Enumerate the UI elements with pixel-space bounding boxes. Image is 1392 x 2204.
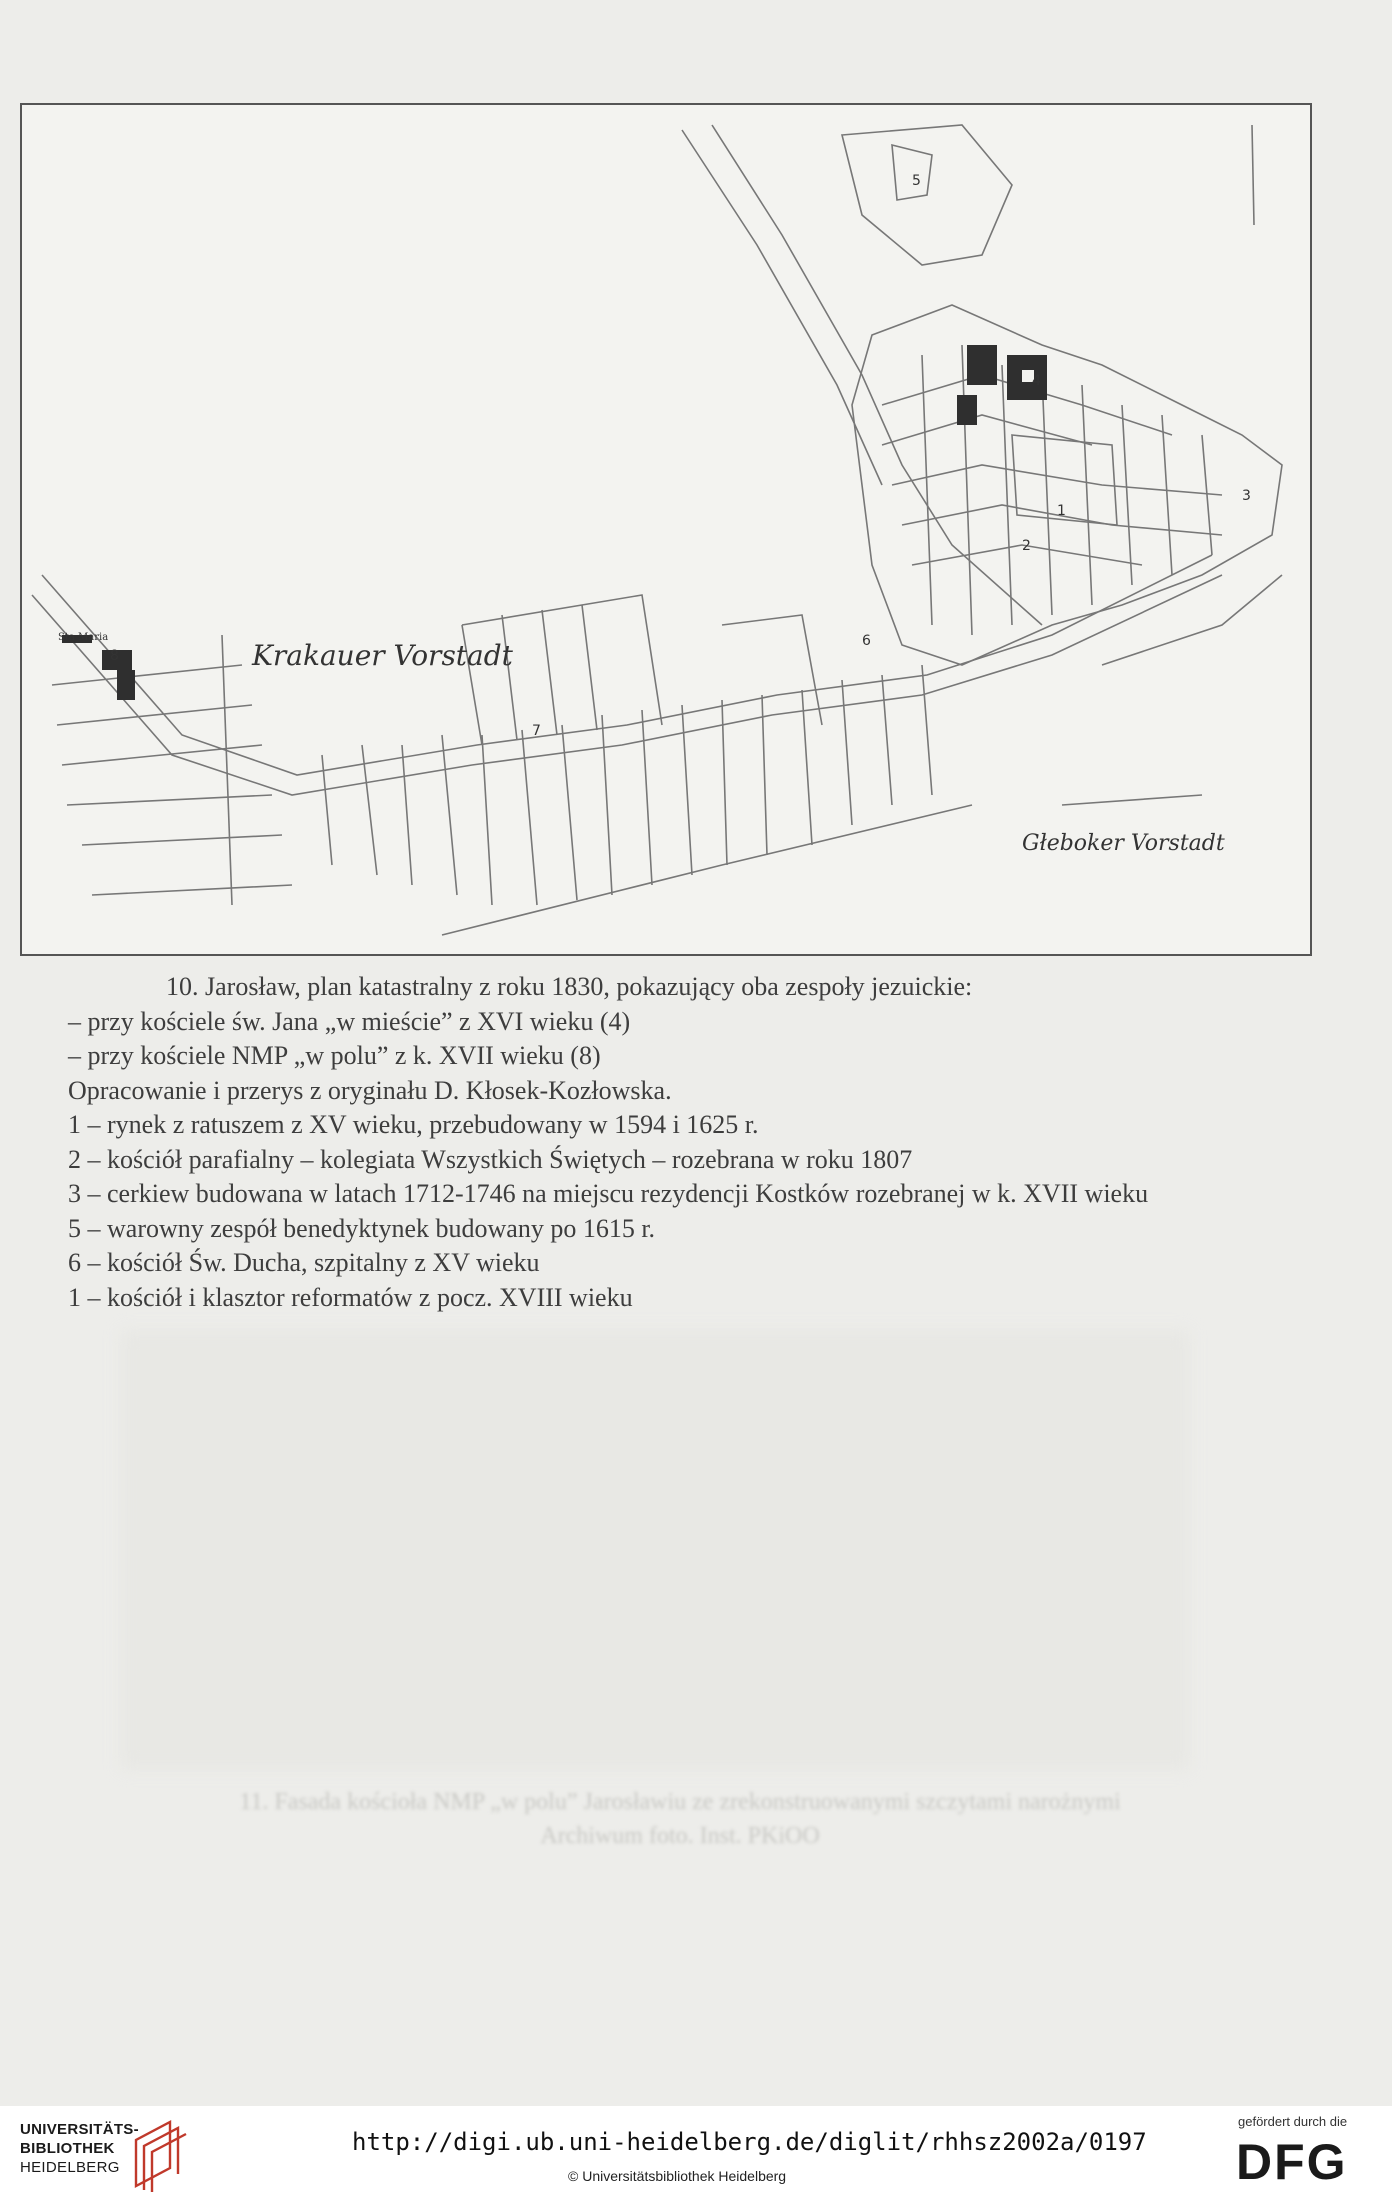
- library-name-line-2: BIBLIOTHEK: [20, 2140, 115, 2157]
- bleed-through-image: [120, 1330, 1190, 1770]
- map-label-glebokie: Głeboker Vorstadt: [1022, 831, 1225, 856]
- map-marker-1: 1: [1057, 503, 1066, 519]
- caption-line: – przy kościele św. Jana „w mieście” z XVI wieku (4): [68, 1006, 631, 1036]
- bleed-through-caption: [160, 1785, 1200, 1853]
- caption-line: 3 – cerkiew budowana w latach 1712-1746 na miejscu rezydencji Kostków rozebranej w k. XVII wieku: [68, 1179, 1149, 1208]
- caption-line: Opracowanie i przerys z oryginału D. Kłosek-Kozłowska.: [68, 1075, 672, 1105]
- library-logo: [20, 2120, 139, 2177]
- library-mark-icon: [126, 2116, 194, 2192]
- caption-line: 6 – kościół Św. Ducha, szpitalny z XV wieku: [68, 1248, 540, 1277]
- library-name-line-3: HEIDELBERG: [20, 2159, 120, 2176]
- permalink-url[interactable]: http://digi.ub.uni-heidelberg.de/diglit/rhhsz2002a/0197: [352, 2128, 1147, 2156]
- funded-by-text: gefördert durch die: [1238, 2114, 1348, 2129]
- caption-line: – przy kościele NMP „w polu” z k. XVII wieku (8): [68, 1041, 601, 1070]
- map-marker-8: 8: [110, 648, 119, 664]
- bleed-through-line-2: Archiwum foto. Inst. PKiOO: [540, 1823, 820, 1849]
- map-marker-7: 7: [532, 723, 541, 739]
- copyright-text: © Universitätsbibliothek Heidelberg: [568, 2168, 787, 2184]
- caption-line: 5 – warowny zespół benedyktynek budowany po 1615 r.: [68, 1213, 656, 1243]
- map-marker-3: 3: [1242, 488, 1251, 504]
- map-marker-5: 5: [912, 173, 921, 189]
- map-marker-2: 2: [1022, 538, 1031, 554]
- library-name-line-1: UNIVERSITÄTS-: [20, 2121, 139, 2138]
- caption-title: 10. Jarosław, plan katastralny z roku 1830, pokazujący oba zespoły jezuickie:: [166, 972, 973, 1001]
- bleed-through-line-1: 11. Fasada kościoła NMP „w polu” Jarosławiu ze zrekonstruowanymi szczytami narożnymi: [239, 1789, 1121, 1815]
- caption-line: 2 – kościół parafialny – kolegiata Wszystkich Świętych – rozebrana w roku 1807: [68, 1144, 913, 1174]
- caption-line: 1 – kościół i klasztor reformatów z pocz. XVIII wieku: [68, 1282, 633, 1312]
- footer: [0, 2106, 1392, 2204]
- caption-line: 1 – rynek z ratuszem z XV wieku, przebudowany w 1594 i 1625 r.: [68, 1110, 759, 1139]
- cadastral-map: [20, 103, 1312, 956]
- dfg-logo: DFG: [1236, 2134, 1348, 2190]
- map-marker-4: 4: [1032, 373, 1041, 389]
- figure-caption: [68, 970, 1328, 1315]
- map-drawing: [22, 105, 1310, 954]
- map-label-st-maria: Sta Maria: [58, 632, 109, 643]
- map-marker-6: 6: [862, 633, 871, 649]
- map-label-krakauer: Krakauer Vorstadt: [252, 639, 513, 672]
